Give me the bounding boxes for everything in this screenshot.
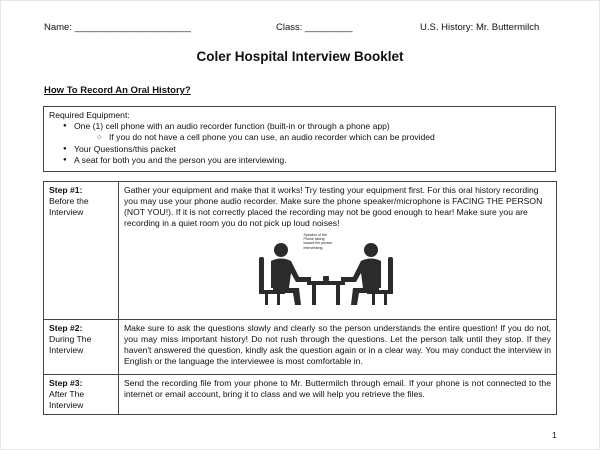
- page-number: 1: [552, 430, 557, 440]
- step-row-3: [44, 375, 557, 415]
- step-content-cell: [119, 375, 557, 415]
- interview-illustration: [251, 235, 401, 307]
- equipment-list: [49, 121, 550, 166]
- step-number: Step #2:: [49, 323, 83, 333]
- step-content-cell: [119, 320, 557, 375]
- equipment-heading: Required Equipment:: [49, 110, 130, 120]
- step-number: Step #1:: [49, 185, 83, 195]
- page-title: Coler Hospital Interview Booklet: [196, 49, 404, 64]
- class-field-label: Class: _________: [276, 22, 353, 33]
- step-text: Send the recording file from your phone to Mr. Buttermilch through email. If your phone is not connected to the internet or email account, bring it to class and we will help you retrieve the files.: [124, 378, 551, 399]
- step-row-2: [44, 320, 557, 375]
- equipment-item: ● Your Questions/this packet: [49, 144, 550, 155]
- step-phase: During The Interview: [49, 334, 92, 355]
- step-label-cell: [44, 320, 119, 375]
- course-label: U.S. History: Mr. Buttermilch: [420, 22, 540, 33]
- illustration-caption: Speaker of the Phone facing toward the person interviewing: [303, 233, 333, 250]
- step-phase: Before the Interview: [49, 196, 89, 217]
- equipment-item: ● A seat for both you and the person you are interviewing.: [49, 155, 550, 166]
- equipment-item: ● One (1) cell phone with an audio recorder function (built-in or through a phone app): [49, 121, 550, 132]
- equipment-box: [43, 106, 556, 172]
- name-field-label: Name: ______________________: [44, 22, 191, 33]
- step-label-cell: [44, 375, 119, 415]
- step-row-1: [44, 182, 557, 320]
- step-number: Step #3:: [49, 378, 83, 388]
- steps-table: [43, 181, 557, 415]
- step-content-cell: [119, 182, 557, 320]
- equipment-subitem: ○ If you do not have a cell phone you can use, an audio recorder which can be provided: [49, 132, 550, 143]
- step-text: Make sure to ask the questions slowly and clearly so the person understands the entire question! If you do not, you may miss important history! Do not rush through the questions. Let the person talk until they stop. If they haven't answered the question, kindly ask the question again or in a clear way. You may conduct the interview in English or the language the interviewee is most comfortable in.: [124, 323, 551, 366]
- step-phase: After The Interview: [49, 389, 85, 410]
- step-text: Gather your equipment and make that it works! Try testing your equipment first. For this oral history recording you may use your phone audio recorder. Make sure the phone speaker/microphone is FACING THE PERSON (NOT YOU!). If it is not correctly placed the recording may not be good enough to hear! Make sure you are recording in a quiet room you do not pick up loud noises!: [124, 185, 543, 228]
- section-heading: How To Record An Oral History?: [44, 85, 191, 96]
- step-label-cell: [44, 182, 119, 320]
